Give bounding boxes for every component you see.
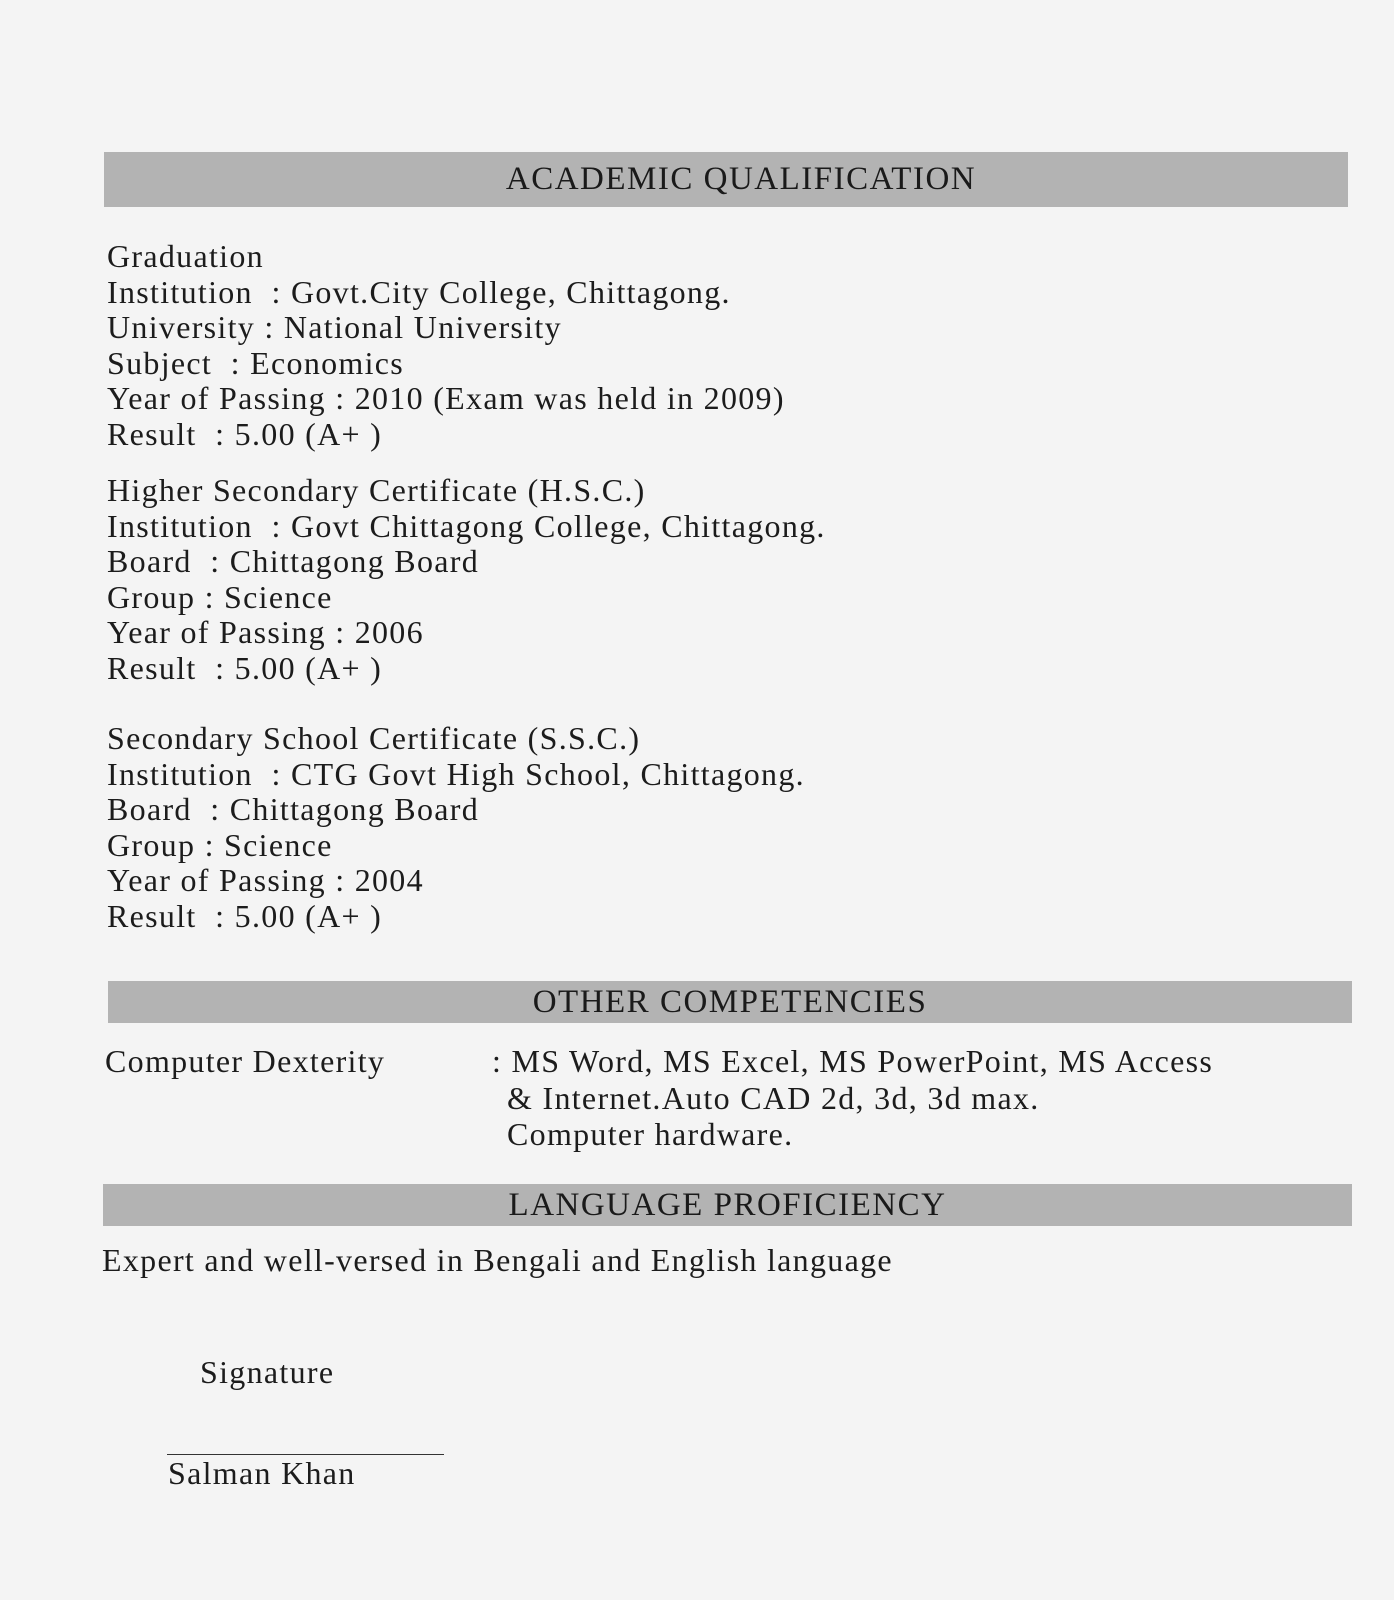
section-title: OTHER COMPETENCIES <box>532 983 928 1020</box>
hsc-board: Board : Chittagong Board <box>107 543 480 579</box>
graduation-subject: Subject : Economics <box>107 344 405 381</box>
graduation-year: Year of Passing : 2010 (Exam was held in 2009) <box>107 380 785 416</box>
hsc-title: Higher Secondary Certificate (H.S.C.) <box>107 472 646 508</box>
hsc-year: Year of Passing : 2006 <box>107 614 424 650</box>
signature-label: Signature <box>200 1354 335 1390</box>
graduation-block <box>107 239 785 452</box>
graduation-title: Graduation <box>107 238 264 274</box>
hsc-block <box>107 473 826 686</box>
graduation-university: University : National University <box>107 309 562 345</box>
ssc-institution: Institution : CTG Govt High School, Chittagong. <box>107 755 805 792</box>
computer-dexterity-value-line: & Internet.Auto CAD 2d, 3d, 3d max. <box>507 1079 1040 1116</box>
computer-dexterity-label: Computer Dexterity <box>105 1043 386 1079</box>
signer-name: Salman Khan <box>168 1455 356 1491</box>
computer-dexterity-value-line: Computer hardware. <box>507 1116 794 1152</box>
hsc-result: Result : 5.00 (A+ ) <box>107 649 383 686</box>
computer-dexterity-value-line: : MS Word, MS Excel, MS PowerPoint, MS Access <box>492 1043 1214 1079</box>
ssc-group: Group : Science <box>107 826 333 863</box>
language-proficiency-header <box>103 1184 1352 1226</box>
ssc-result: Result : 5.00 (A+ ) <box>107 897 383 934</box>
ssc-board: Board : Chittagong Board <box>107 791 480 827</box>
language-proficiency-text: Expert and well-versed in Bengali and English language <box>102 1242 893 1278</box>
hsc-group: Group : Science <box>107 578 333 615</box>
section-title: LANGUAGE PROFICIENCY <box>508 1186 947 1223</box>
section-title: ACADEMIC QUALIFICATION <box>505 161 977 197</box>
academic-qualification-header <box>104 152 1348 207</box>
ssc-title: Secondary School Certificate (S.S.C.) <box>107 720 641 756</box>
hsc-institution: Institution : Govt Chittagong College, Chittagong. <box>107 507 826 544</box>
ssc-block <box>107 721 805 934</box>
graduation-institution: Institution : Govt.City College, Chittagong. <box>107 273 731 310</box>
other-competencies-header <box>108 981 1352 1023</box>
graduation-result: Result : 5.00 (A+ ) <box>107 415 383 452</box>
ssc-year: Year of Passing : 2004 <box>107 862 424 898</box>
